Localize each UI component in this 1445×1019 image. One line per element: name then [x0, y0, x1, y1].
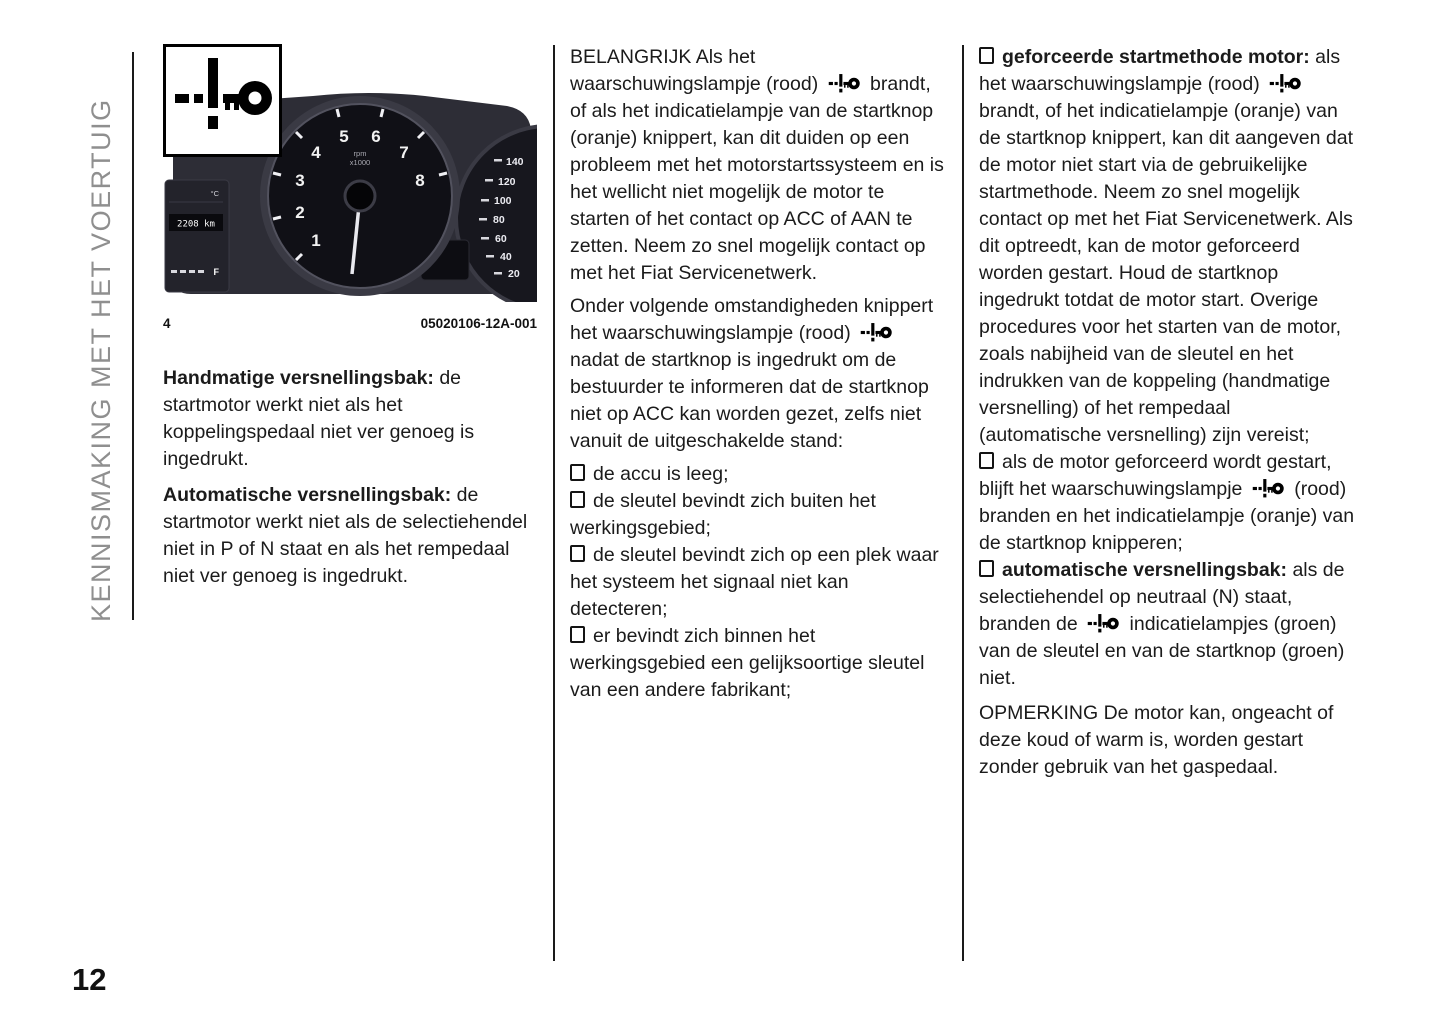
page-number: 12 — [72, 962, 107, 997]
instrument-cluster-illustration — [163, 44, 537, 302]
odometer-value: 2208 km — [177, 219, 215, 230]
paragraph-text: brandt, of als het indicatielampje van de startknop (oranje) knippert, kan dit duiden op een probleem met het motorstartssysteem en is het wellicht niet mogelijk de motor te starten of het contact op ACC of AAN te zetten. Neem zo snel mogelijk contact op met het Fiat Servicenetwerk. — [570, 73, 944, 284]
tach-number: 8 — [415, 171, 425, 190]
fuel-label: F — [213, 267, 219, 277]
bullet-lead: automatische versnellingsbak: — [1002, 559, 1288, 581]
column-divider-1 — [553, 45, 555, 961]
key-warning-icon — [828, 73, 861, 94]
speed-number: 40 — [500, 251, 512, 263]
bullet-text: de accu is leeg; — [593, 463, 729, 485]
key-warning-icon — [860, 322, 893, 343]
square-bullet-icon — [979, 47, 994, 64]
tach-number: 2 — [295, 203, 305, 222]
paragraph-belangrijk — [570, 44, 946, 287]
paragraph-opmerking — [979, 700, 1355, 781]
paragraph-automatic-gearbox — [163, 482, 537, 590]
paragraph-text: OPMERKING De motor kan, ongeacht of deze koud of warm is, worden gestart zonder gebruik van het gaspedaal. — [979, 702, 1334, 778]
speed-number: 20 — [508, 268, 520, 280]
figure-number: 4 — [163, 316, 171, 331]
bullet-item-warning-stays — [979, 449, 1355, 557]
paragraph-text: nadat de startknop is ingedrukt om de bestuurder te informeren dat de startknop niet op ACC kan worden gezet, zelfs niet vanuit de uitgeschakelde stand: — [570, 349, 929, 452]
bullet-text: indicatielampjes (groen) van de sleutel en van de startknop (groen) niet. — [979, 613, 1345, 689]
bullet-item-automatic-gearbox — [979, 557, 1355, 692]
key-warning-icon — [1269, 73, 1302, 94]
figure-caption — [163, 316, 537, 331]
paragraph-omstandigheden — [570, 293, 946, 455]
speed-number: 80 — [493, 214, 505, 226]
figure-code: 05020106-12A-001 — [420, 316, 537, 331]
paragraph-lead: Handmatige versnellingsbak: — [163, 367, 434, 389]
bullet-text: de sleutel bevindt zich op een plek waar het systeem het signaal niet kan detecteren; — [570, 544, 939, 620]
speed-number: 120 — [498, 176, 516, 188]
bullet-item — [570, 542, 946, 623]
bullet-text: brandt, of het indicatielampje (oranje) van de startknop knippert, kan dit aangeven dat de motor niet start via de gebruikelijke startmethode. Neem zo snel mogelijk contact op met het Fiat Servicenetwerk. Als dit optreedt, kan de motor geforceerd worden gestart. Houd de startknop ingedrukt totdat de motor start. Overige procedures voor het starten van de motor, zoals nabijheid van de sleutel en het indrukken van de koppeling (handmatige versnelling) of het rempedaal (automatische versnelling) zijn vereist; — [979, 100, 1354, 446]
paragraph-text: de startmotor werkt niet als het koppelingspedaal niet ver genoeg is ingedrukt. — [163, 367, 475, 470]
square-bullet-icon — [979, 452, 994, 469]
column-3 — [979, 44, 1355, 787]
bullet-item — [570, 623, 946, 704]
bullet-text: als het waarschuwingslampje (rood) — [979, 46, 1341, 95]
square-bullet-icon — [570, 464, 585, 481]
paragraph-manual-gearbox — [163, 365, 537, 473]
column-divider-2 — [962, 45, 964, 961]
bullet-item — [570, 488, 946, 542]
tach-number: 1 — [311, 231, 321, 250]
paragraph-text: Onder volgende omstandigheden knippert het waarschuwingslampje (rood) — [570, 295, 934, 344]
key-warning-icon — [1252, 478, 1285, 499]
paragraph-lead: Automatische versnellingsbak: — [163, 484, 452, 506]
paragraph-text: BELANGRIJK Als het waarschuwingslampje (rood) — [570, 46, 819, 95]
paragraph-text: de startmotor werkt niet als de selectiehendel niet in P of N staat en als het rempedaal niet ver genoeg is ingedrukt. — [163, 484, 528, 587]
column-1 — [163, 44, 537, 596]
key-warning-icon — [1087, 613, 1120, 634]
speed-number: 140 — [506, 156, 524, 168]
bullet-text: (rood) branden en het indicatielampje (oranje) van de startknop knipperen; — [979, 478, 1355, 554]
column-2 — [570, 44, 946, 704]
bullet-text: de sleutel bevindt zich buiten het werkingsgebied; — [570, 490, 876, 539]
speed-number: 60 — [495, 233, 507, 245]
bullet-text: er bevindt zich binnen het werkingsgebied een gelijksoortige sleutel van een andere fabrikant; — [570, 625, 925, 701]
bullet-lead: geforceerde startmethode motor: — [1002, 46, 1310, 68]
sidebar-chapter-title: KENNISMAKING MET HET VOERTUIG — [86, 98, 116, 622]
tach-number: 6 — [371, 127, 381, 146]
bullet-item — [570, 461, 946, 488]
bullet-text: als de selectiehendel op neutraal (N) staat, branden de — [979, 559, 1345, 635]
temp-label: °C — [210, 189, 219, 198]
instrument-cluster-figure — [163, 44, 537, 302]
speed-number: 100 — [494, 195, 512, 207]
rpm-label: rpm — [353, 149, 367, 158]
bullet-text: als de motor geforceerd wordt gestart, blijft het waarschuwingslampje — [979, 451, 1332, 500]
square-bullet-icon — [570, 626, 585, 643]
square-bullet-icon — [570, 545, 585, 562]
tach-number: 4 — [311, 143, 321, 162]
square-bullet-icon — [979, 560, 994, 577]
tach-number: 5 — [339, 127, 349, 146]
sidebar-divider — [132, 52, 134, 620]
tach-number: 3 — [295, 171, 305, 190]
square-bullet-icon — [570, 491, 585, 508]
key-warning-inset — [165, 46, 281, 156]
rpm-scale-label: x1000 — [349, 158, 371, 167]
bullet-item-forced-start — [979, 44, 1355, 449]
tach-number: 7 — [399, 143, 409, 162]
